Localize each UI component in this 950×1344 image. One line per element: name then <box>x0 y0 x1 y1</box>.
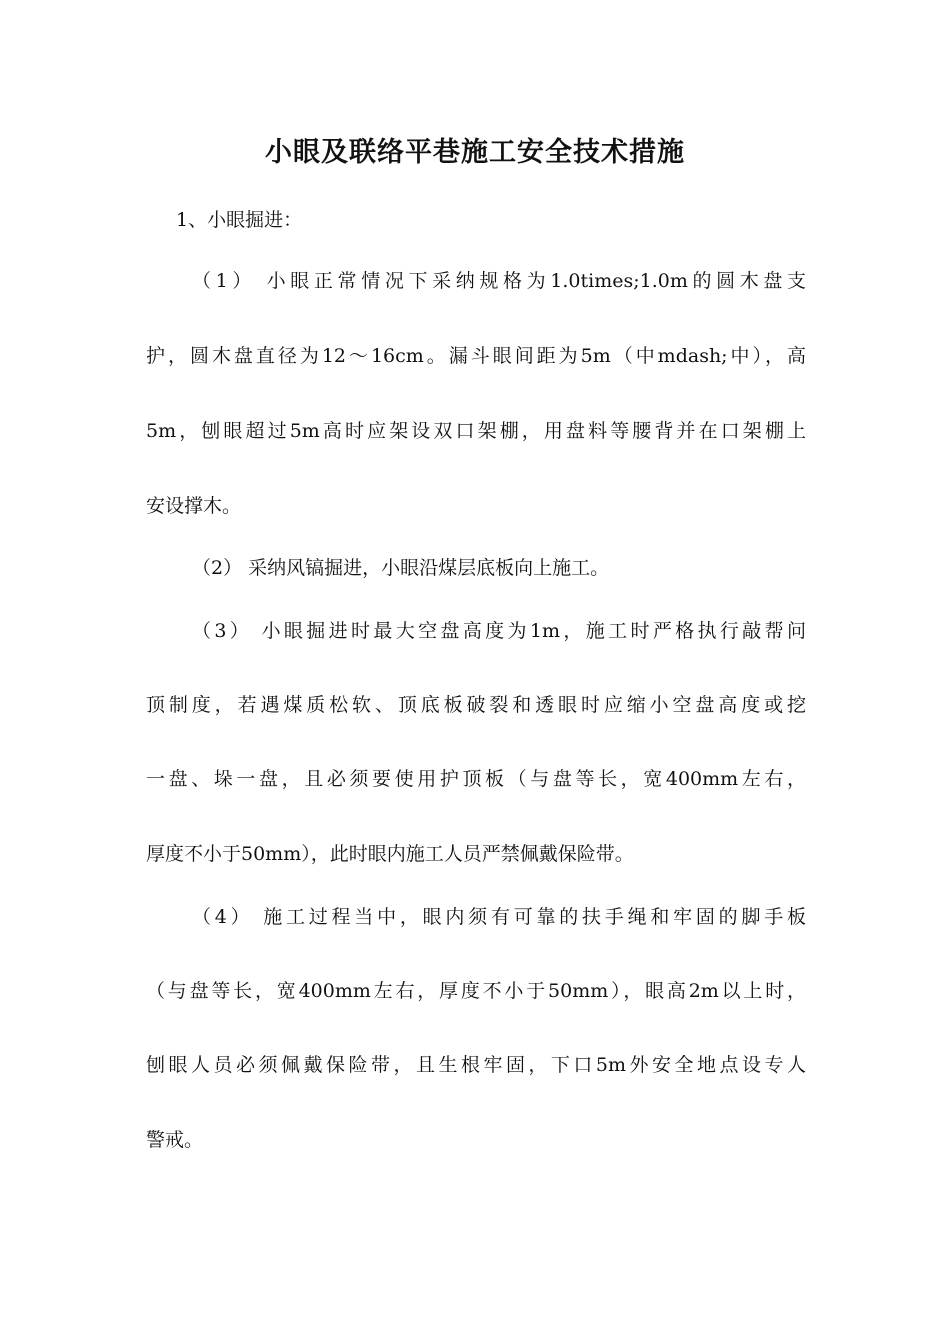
paragraph-4-line-4: 警戒。 <box>146 1129 204 1151</box>
paragraph-3-line-4: 厚度不小于50mm），此时眼内施工人员严禁佩戴保险带。 <box>146 843 634 865</box>
paragraph-4-line-2: （与盘等长，宽400mm左右，厚度不小于50mm），眼高2m以上时， <box>146 980 806 1002</box>
paragraph-1-line-3: 5m，刨眼超过5m高时应架设双口架棚，用盘料等腰背并在口架棚上 <box>146 420 806 442</box>
paragraph-1-line-1: （1） 小眼正常情况下采纳规格为1.0times;1.0m的圆木盘支 <box>192 270 806 292</box>
section-heading: 1、小眼掘进： <box>176 209 303 231</box>
paragraph-1-line-2: 护，圆木盘直径为12～16cm。漏斗眼间距为5m（中mdash;中），高 <box>146 345 806 367</box>
paragraph-3-line-1: （3） 小眼掘进时最大空盘高度为1m，施工时严格执行敲帮问 <box>192 620 806 642</box>
paragraph-1-line-4: 安设撑木。 <box>146 495 242 517</box>
paragraph-3-line-3: 一盘、垛一盘，且必须要使用护顶板（与盘等长，宽400mm左右， <box>146 768 806 790</box>
paragraph-4-line-1: （4） 施工过程当中，眼内须有可靠的扶手绳和牢固的脚手板 <box>192 906 806 928</box>
paragraph-4-line-3: 刨眼人员必须佩戴保险带，且生根牢固，下口5m外安全地点设专人 <box>146 1054 806 1076</box>
paragraph-3-line-2: 顶制度，若遇煤质松软、顶底板破裂和透眼时应缩小空盘高度或挖 <box>146 694 806 716</box>
paragraph-2-line-1: （2） 采纳风镐掘进，小眼沿煤层底板向上施工。 <box>192 557 610 579</box>
document-title: 小眼及联络平巷施工安全技术措施 <box>265 137 685 168</box>
